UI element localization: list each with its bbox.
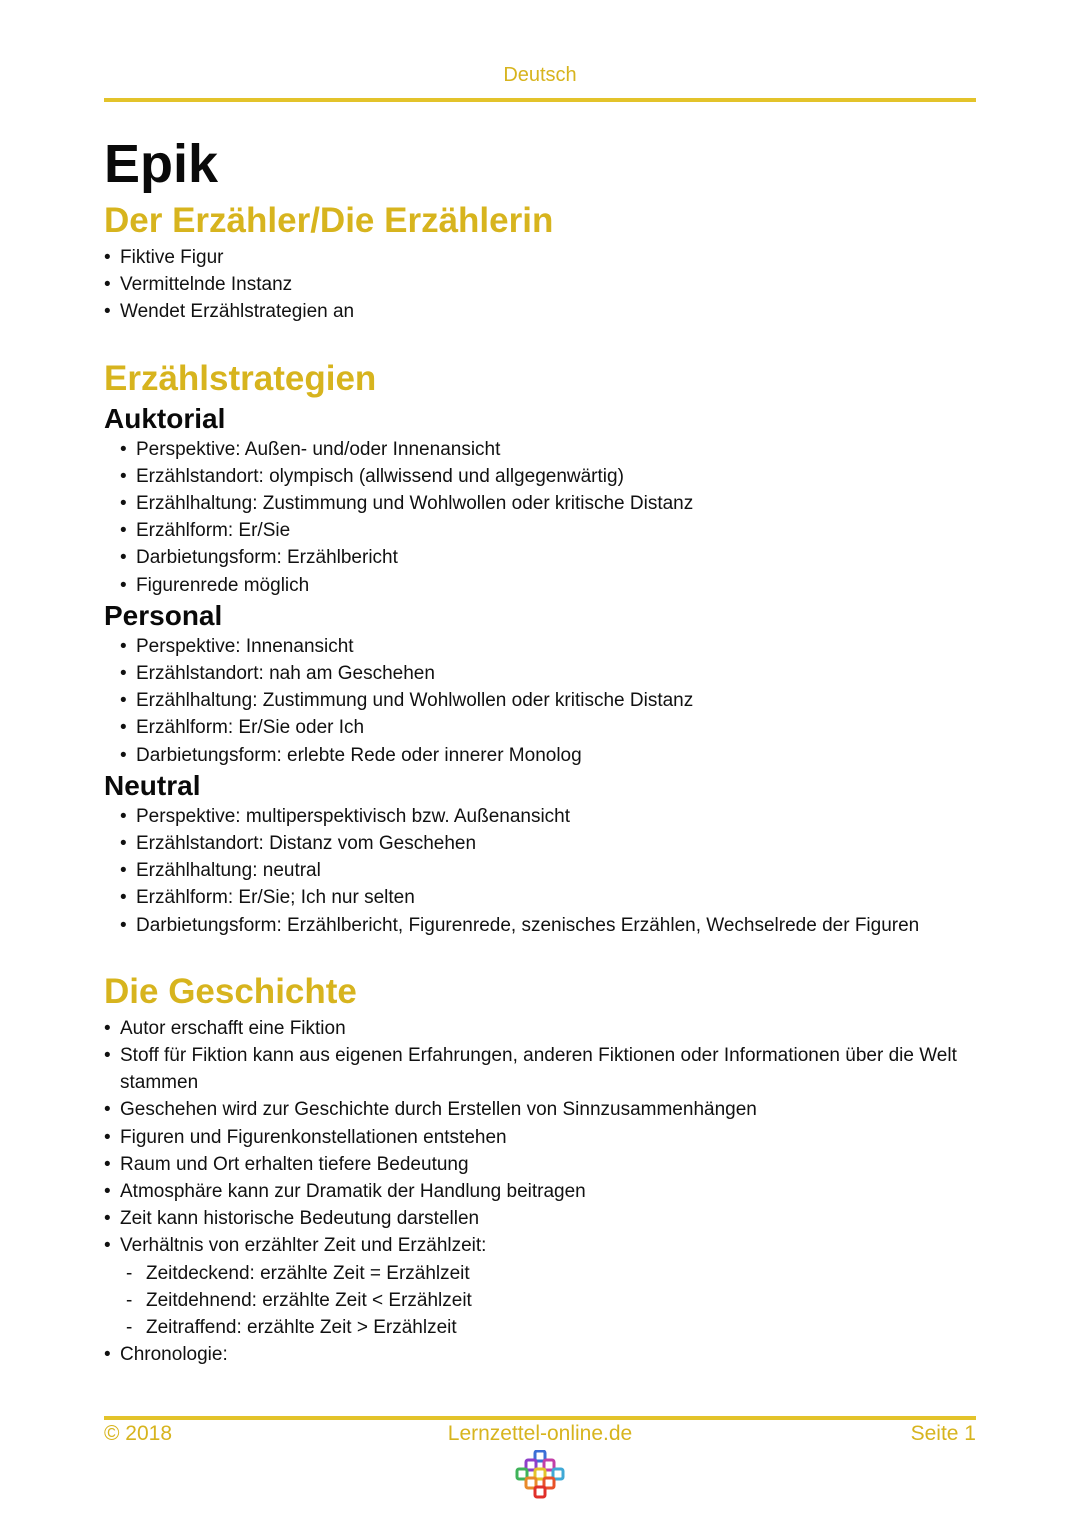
list-item: • Atmosphäre kann zur Dramatik der Handlung beitragen bbox=[104, 1178, 976, 1205]
list-neutral bbox=[104, 803, 976, 939]
site-logo-icon bbox=[514, 1450, 566, 1502]
list-item: • Darbietungsform: Erzählbericht bbox=[120, 544, 976, 571]
list-item: • Erzählform: Er/Sie; Ich nur selten bbox=[120, 884, 976, 911]
list-item: • Figuren und Figurenkonstellationen entstehen bbox=[104, 1124, 976, 1151]
list-subitem: - Zeitdehnend: erzählte Zeit < Erzählzeit bbox=[120, 1287, 976, 1314]
list-item: • Erzählstandort: Distanz vom Geschehen bbox=[120, 830, 976, 857]
list-item: • Verhältnis von erzählter Zeit und Erzählzeit: bbox=[104, 1232, 976, 1259]
list-item: • Erzählform: Er/Sie oder Ich bbox=[120, 714, 976, 741]
header-divider bbox=[104, 98, 976, 102]
document-body bbox=[104, 132, 976, 1369]
list-item: • Erzählhaltung: Zustimmung und Wohlwollen oder kritische Distanz bbox=[120, 687, 976, 714]
list-item: • Perspektive: multiperspektivisch bzw. Außenansicht bbox=[120, 803, 976, 830]
list-item: • Wendet Erzählstrategien an bbox=[104, 298, 976, 325]
list-item: • Darbietungsform: erlebte Rede oder innerer Monolog bbox=[120, 742, 976, 769]
heading-geschichte: Die Geschichte bbox=[104, 971, 357, 1011]
header-subject: Deutsch bbox=[503, 64, 577, 86]
page-title: Epik bbox=[104, 134, 219, 194]
heading-erzaehlstrategien: Erzählstrategien bbox=[104, 358, 377, 398]
list-erzaehler bbox=[104, 244, 976, 326]
list-item: • Erzählhaltung: neutral bbox=[120, 857, 976, 884]
heading-personal: Personal bbox=[104, 599, 223, 631]
list-personal bbox=[104, 633, 976, 769]
list-chronologie bbox=[104, 1341, 976, 1368]
list-item: • Darbietungsform: Erzählbericht, Figurenrede, szenisches Erzählen, Wechselrede der Figuren bbox=[120, 912, 976, 939]
list-item: • Fiktive Figur bbox=[104, 244, 976, 271]
footer-page-number: Seite 1 bbox=[910, 1422, 976, 1445]
list-item: • Erzählstandort: olympisch (allwissend und allgegenwärtig) bbox=[120, 463, 976, 490]
list-item: • Chronologie: bbox=[104, 1341, 976, 1368]
list-item: • Raum und Ort erhalten tiefere Bedeutung bbox=[104, 1151, 976, 1178]
footer-site-link[interactable]: Lernzettel-online.de bbox=[447, 1422, 633, 1445]
heading-neutral: Neutral bbox=[104, 769, 201, 801]
list-item: • Erzählhaltung: Zustimmung und Wohlwollen oder kritische Distanz bbox=[120, 490, 976, 517]
list-item: • Stoff für Fiktion kann aus eigenen Erfahrungen, anderen Fiktionen oder Informationen über die Welt stammen bbox=[104, 1042, 976, 1096]
list-item: • Vermittelnde Instanz bbox=[104, 271, 976, 298]
list-geschichte bbox=[104, 1015, 976, 1260]
list-zeitverhaeltnis bbox=[104, 1260, 976, 1342]
list-item: • Perspektive: Außen- und/oder Innenansicht bbox=[120, 436, 976, 463]
footer-copyright: © 2018 bbox=[104, 1422, 173, 1445]
list-subitem: - Zeitdeckend: erzählte Zeit = Erzählzeit bbox=[120, 1260, 976, 1287]
heading-erzaehler: Der Erzähler/Die Erzählerin bbox=[104, 201, 554, 240]
list-auktorial bbox=[104, 436, 976, 599]
list-item: • Erzählform: Er/Sie bbox=[120, 517, 976, 544]
list-item: • Geschehen wird zur Geschichte durch Erstellen von Sinnzusammenhängen bbox=[104, 1096, 976, 1123]
list-item: • Erzählstandort: nah am Geschehen bbox=[120, 660, 976, 687]
list-item: • Zeit kann historische Bedeutung darstellen bbox=[104, 1205, 976, 1232]
list-item: • Figurenrede möglich bbox=[120, 572, 976, 599]
list-subitem: - Zeitraffend: erzählte Zeit > Erzählzeit bbox=[120, 1314, 976, 1341]
list-item: • Autor erschafft eine Fiktion bbox=[104, 1015, 976, 1042]
list-item: • Perspektive: Innenansicht bbox=[120, 633, 976, 660]
heading-auktorial: Auktorial bbox=[104, 402, 226, 434]
footer-divider bbox=[104, 1416, 976, 1420]
